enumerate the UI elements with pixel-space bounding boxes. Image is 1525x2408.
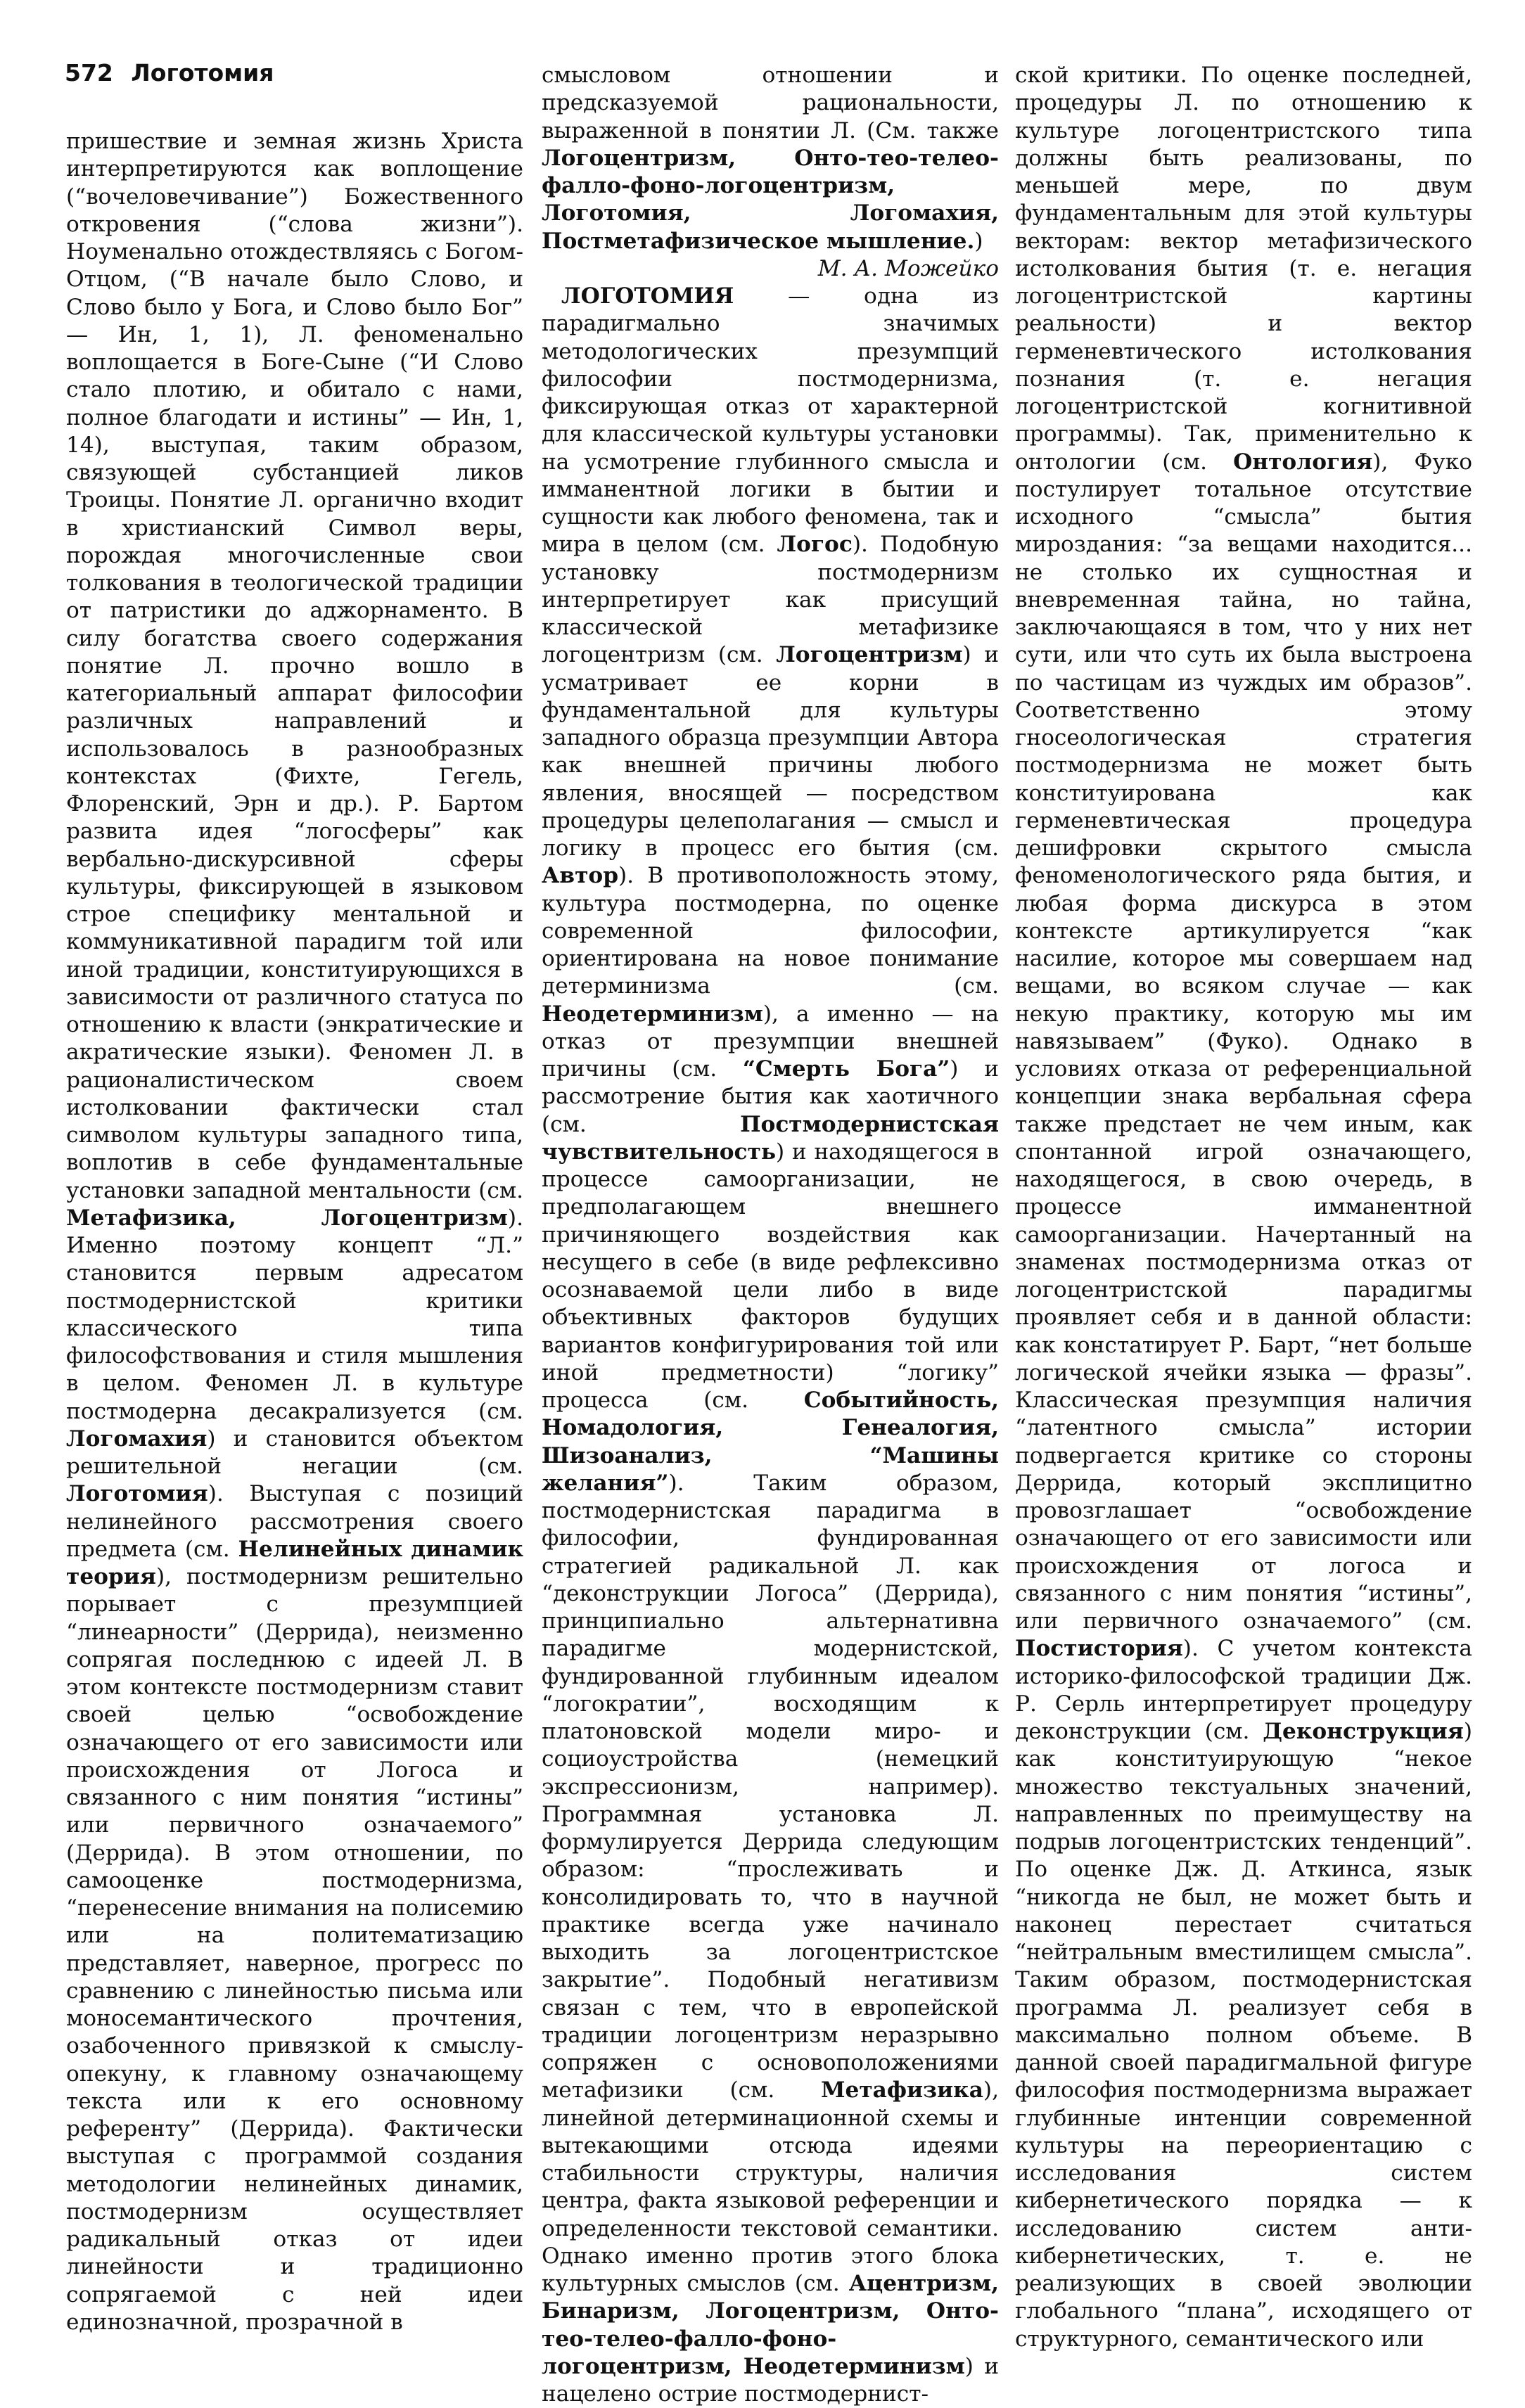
entry-paragraph (542, 283, 999, 2408)
running-title: Логотомия (131, 59, 274, 87)
text-run: ), а именно — на отказ от презумпции внешней причины (см. (542, 1001, 999, 1082)
cross-reference: Онтология (1233, 449, 1373, 475)
text-run: ). Таким образом, постмодернистская парадигма в философии, фундированная стратегией радикальной Л. как “деконструкции Логоса” (Деррида), принципиально альтернативна парадигме модернистской, фундированной глубинным идеалом “логократии”, восходящим к платоновской модели миро- и социоустройства (немецкий экспрессионизм, например). Программная установка Л. формулируется Деррида следующим образом: “прослеживать и консолидировать то, что в научной практике всегда уже начинало выходить за логоцентристское закрытие”. Подобный негативизм связан с тем, что в европейской традиции логоцентризм неразрывно сопряжен с основоположениями метафизики (см. (542, 1470, 999, 2103)
text-run: ) и становится объектом решительной негации (см. (66, 1426, 523, 1479)
cross-reference: “Смерть Бога” (742, 1056, 950, 1082)
cross-reference: Метафизика, Логоцентризм (66, 1205, 508, 1231)
text-run: ) и усматривает ее корни в фундаментальной для культуры западного образца презумпции Автора как внешней причины любого явления, вносящей — посредством процедуры целеполагания — смысл и логику в процесс его бытия (см. (542, 642, 999, 861)
text-column-1 (66, 128, 523, 2335)
cross-reference: Событийность, Номадология, Генеалогия, Шизоанализ, “Машины желания” (542, 1388, 999, 1496)
text-run: ). С учетом контекста историко-философской традиции Дж. Р. Серль интерпретирует процедуру деконструкции (см. (1015, 1636, 1472, 1744)
cross-reference: Деконструкция (1263, 1719, 1464, 1744)
page-header (65, 59, 487, 101)
cross-reference: Автор (542, 863, 619, 889)
text-run: ской критики. По оценке последней, процедуры Л. по отношению к культуре логоцентристского типа должны быть реализованы, по меньшей мере, по двум фундаментальным для этой культуры векторам: вектор метафизического истолкования бытия (т. е. негация логоцентристской картины реальности) и вектор герменевтического истолкования познания (т. е. негация логоцентристской когнитивной программы). Так, применительно к онтологии (см. (1015, 63, 1472, 475)
text-run: ), Фуко постулирует тотальное отсутствие исходного “смысла” бытия мироздания: “за вещами находится... не столько их сущностная и вневременная тайна, но тайна, заключающаяся в том, что у них нет сути, или что суть их была выстроена по частицам из чуждых им образов”. Соответственно этому гносеологическая стратегия постмодернизма не может быть конституирована как герменевтическая процедура дешифровки скрытого смысла феноменологического ряда бытия, и любая форма дискурса в этом контексте артикулируется “как насилие, которое мы совершаем над вещами, во всяком случае — как некую практику, которую мы им навязываем” (Фуко). Однако в условиях отказа от референциальной концепции знака вербальная сфера также предстает не чем иным, как спонтанной игрой означающего, находящегося, в свою очередь, в процессе имманентной самоорганизации. Начертанный на знаменах постмодернизма отказ от логоцентристской парадигмы проявляет себя и в данной области: как констатирует Р. Барт, “нет больше логической ячейки языка — фразы”. Классическая презумпция наличия “латентного смысла” истории подвергается критике со стороны Деррида, который эксплицитно провозглашает “освобождение означающего от его зависимости или происхождения от логоса и связанного с ним понятия “истины”, или первичного означаемого” (см. (1015, 449, 1472, 1634)
cross-reference: Логоцентризм (776, 642, 963, 668)
page-number: 572 (65, 59, 113, 87)
text-column-3 (1015, 62, 1472, 2352)
text-run: ). В противоположность этому, культура постмодерна, по оценке современной философии, ориентирована на новое понимание детерминизма (см. (542, 863, 999, 999)
text-run: ) и рассмотрение бытия как хаотичного (см. (542, 1056, 999, 1137)
text-run: ), линейной детерминационной схемы и вытекающими отсюда идеями стабильности структуры, наличия центра, факта языковой референции и определенности текстовой семантики. Однако именно против этого блока культурных смыслов (см. (542, 2077, 999, 2296)
text-run: ), постмодернизм решительно порывает с презумпцией “линеарности” (Деррида), неизменно сопрягая последнюю с идеей Л. В этом контексте постмодернизм ставит своей целью “освобождение означающего от его зависимости или происхождения от Логоса и связанного с ним понятия “истины” или первичного означаемого” (Деррида). В этом отношении, по самооценке постмодернизма, “перенесение внимания на полисемию или на политематизацию представляет, наверное, прогресс по сравнению с линейностью письма или моносемантического прочтения, озабоченного привязкой к смыслу-опекуну, к главному означающему текста или к его основному референту” (Деррида). Фактически выступая с программой создания методологии нелинейных динамик, постмодернизм осуществляет радикальный отказ от идеи линейности и традиционно сопрягаемой с ней идеи единозначной, прозрачной в (66, 1564, 523, 2335)
cross-reference: Логомахия (66, 1426, 208, 1452)
cross-reference: Неодетерминизм (542, 1001, 763, 1027)
text-run: ). Выступая с позиций нелинейного рассмотрения своего предмета (см. (66, 1481, 523, 1562)
text-run: — одна из парадигмально значимых методологических презумпций философии постмодернизма, фиксирующая отказ от характерной для классической культуры установки на усмотрение глубинного смысла и имманентной логики в бытии и сущности как любого феномена, так и мира в целом (см. (542, 283, 999, 558)
cross-reference: Постмодернистская чувствительность (542, 1111, 999, 1165)
cross-reference: Логоцентризм, Онто-тео-телео-фалло-фоно-логоцентризм, Логотомия, Логомахия, Постметафизическое мышление. (542, 145, 999, 254)
cross-reference: Нелинейных динамик теория (66, 1536, 523, 1589)
cross-reference: Логотомия (66, 1481, 208, 1507)
cross-reference: Ацентризм, Бинаризм, Логоцентризм, Онто-тео-телео-фалло-фоно-логоцентризм, Неодетерминизм (542, 2271, 999, 2379)
text-run: ). Подобную установку постмодернизм интерпретирует как присущий классической метафизике логоцентризм (см. (542, 532, 999, 668)
text-run: ) как конституирующую “некое множество текстуальных значений, направленных по преимуществу на подрыв логоцентристских тенденций”. По оценке Дж. Д. Аткинса, язык “никогда не был, не может быть и наконец перестает считаться “нейтральным вместилищем смысла”. Таким образом, постмодернистская программа Л. реализует себя в максимально полном объеме. В данной своей парадигмальной фигуре философия постмодернизма выражает глубинные интенции современной культуры на переориентацию с исследования систем кибернетического порядка — к исследованию систем анти-кибернетических, т. е. не реализующих в своей эволюции глобального “плана”, исходящего от структурного, семантического или (1015, 1719, 1472, 2352)
text-run: ) и нацелено острие постмодернист- (542, 2353, 999, 2407)
paragraph (542, 62, 999, 255)
cross-reference: Метафизика (820, 2077, 983, 2103)
cross-reference: Постистория (1015, 1636, 1183, 1662)
text-run: ). Именно поэтому концепт “Л.” становится первым адресатом постмодернистской критики классического типа философствования и стиля мышления в целом. Феномен Л. в культуре постмодерна десакрализуется (см. (66, 1205, 523, 1424)
text-run: смысловом отношении и предсказуемой рациональности, выраженной в понятии Л. (См. также (542, 63, 999, 143)
text-run: ) (974, 228, 983, 254)
entry-headword: ЛОГОТОМИЯ (561, 283, 734, 309)
text-column-2 (542, 62, 999, 2407)
author-signature: М. А. Можейко (817, 255, 999, 281)
paragraph (1015, 62, 1472, 2353)
paragraph (66, 128, 523, 2336)
text-run: пришествие и земная жизнь Христа интерпретируются как воплощение (“вочеловечивание”) Божественного откровения (“слова жизни”). Ноуменально отождествляясь с Богом-Отцом, (“В начале было Слово, и Слово было у Бога, и Слово было Бог” — Ин, 1, 1), Л. феноменально воплощается в Боге-Сыне (“И Слово стало плотию, и обитало с нами, полное благодати и истины” — Ин, 1, 14), выступая, таким образом, связующей субстанцией ликов Троицы. Понятие Л. органично входит в христианский Символ веры, порождая многочисленные свои толкования в теологической традиции от патристики до аджорнаменто. В силу богатства своего содержания понятие Л. прочно вошло в категориальный аппарат философии различных направлений и использовалось в разнообразных контекстах (Фихте, Гегель, Флоренский, Эрн и др.). Р. Бартом развита идея “логосферы” как вербально-дискурсивной сферы культуры, фиксирующей в языковом строе специфику ментальной и коммуникативной парадигм той или иной традиции, конституирующихся в зависимости от различного статуса по отношению к власти (энкратические и акратические языки). Феномен Л. в рационалистическом своем истолковании фактически стал символом культуры западного типа, воплотив в себе фундаментальные установки западной ментальности (см. (66, 129, 523, 1203)
text-run: ) и находящегося в процессе самоорганизации, не предполагающем внешнего причиняющего воздействия как несущего в себе (в виде рефлексивно осознаваемой цели либо в виде объективных факторов будущих вариантов конфигурирования той или иной предметности) “логику” процесса (см. (542, 1139, 999, 1413)
cross-reference: Логос (777, 532, 853, 558)
